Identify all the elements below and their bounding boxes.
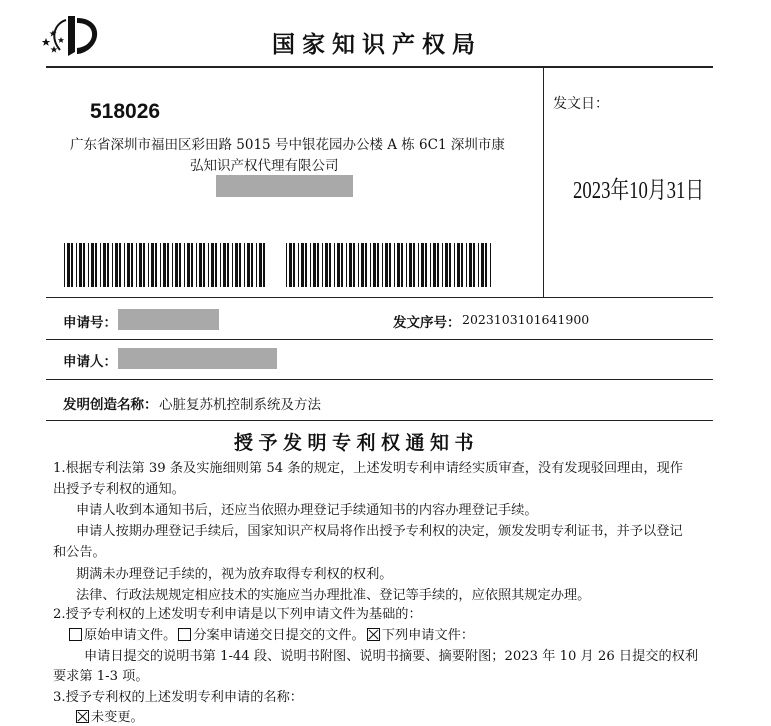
invention-name-value: 心脏复苏机控制系统及方法 <box>159 397 321 413</box>
name-change-option <box>76 709 144 726</box>
barcode-left <box>64 243 265 287</box>
barcode-bar <box>377 243 379 287</box>
checkbox-following-files[interactable] <box>367 628 380 641</box>
option-unchanged: 未变更。 <box>91 710 144 725</box>
dispatch-serial-label: 发文序号： <box>393 315 461 330</box>
barcode-bar <box>341 243 343 287</box>
paragraph-1-sentence-1: 申请人收到本通知书后，还应当依照办理登记手续通知书的内容办理登记手续。 <box>76 503 538 518</box>
cnipa-logo <box>40 12 102 58</box>
barcode-bar <box>454 243 455 287</box>
barcode-bar <box>131 243 133 287</box>
barcode-bar <box>124 243 125 287</box>
barcode-bar <box>163 243 166 287</box>
barcode-bar <box>187 243 190 287</box>
barcode-bar <box>151 243 154 287</box>
barcode-bar <box>223 243 226 287</box>
paragraph-1-sentence-3: 期满未办理登记手续的，视为放弃取得专利权的权利。 <box>76 567 393 582</box>
dispatch-date-label: 发文日： <box>553 96 609 112</box>
barcode-bar <box>115 243 118 287</box>
barcode-bar <box>389 243 391 287</box>
barcode-bar <box>107 243 109 287</box>
barcode-bar <box>317 243 319 287</box>
dispatch-date-stamp: 2023年10月31日 <box>573 178 705 204</box>
barcode-bar <box>325 243 328 287</box>
barcode-bar <box>71 243 73 287</box>
barcode-bar <box>227 243 229 287</box>
row-rule-1 <box>46 339 713 340</box>
barcode-bar <box>88 243 89 287</box>
barcode-bar <box>263 243 265 287</box>
paragraph-1-line-2: 出授予专利权的通知。 <box>53 482 185 497</box>
dispatch-serial-value: 2023103101641900 <box>462 312 590 327</box>
barcode-bar <box>256 243 257 287</box>
barcode-bar <box>433 243 436 287</box>
option-divisional-files: 分案申请递交日提交的文件。 <box>193 628 365 643</box>
barcode-bar <box>401 243 403 287</box>
barcode-bar <box>179 243 181 287</box>
barcode-bar <box>191 243 193 287</box>
barcode-bar <box>337 243 340 287</box>
paragraph-1-sentence-2-line-1: 申请人按期办理登记手续后，国家知识产权局将作出授予专利权的决定，颁发发明专利证书，并予以登记 <box>76 524 683 539</box>
paragraph-2-heading: 2.授予专利权的上述发明专利申请是以下列申请文件为基础的： <box>53 607 422 622</box>
barcode-bar <box>100 243 101 287</box>
address-line-2: 弘知识产权代理有限公司 <box>190 158 339 174</box>
barcode-bar <box>208 243 209 287</box>
barcode-bar <box>421 243 424 287</box>
barcode-bar <box>353 243 355 287</box>
barcode-bar <box>361 243 364 287</box>
checkbox-unchanged[interactable] <box>76 710 89 723</box>
barcode-bar <box>322 243 323 287</box>
application-no-label: 申请号： <box>63 315 117 330</box>
barcode-bar <box>461 243 463 287</box>
barcode-bar <box>103 243 106 287</box>
barcode-bar <box>127 243 130 287</box>
postcode: 518026 <box>90 100 161 123</box>
redacted-recipient-name <box>216 175 353 197</box>
option-following-files: 下列申请文件： <box>381 628 475 643</box>
row-rule-3 <box>46 420 713 421</box>
applicant-label: 申请人： <box>63 354 117 369</box>
barcode-bar <box>167 243 169 287</box>
barcode-bar <box>329 243 331 287</box>
paragraph-1-sentence-4: 法律、行政法规规定相应技术的实施应当办理批准、登记等手续的，应依照其规定办理。 <box>76 588 591 603</box>
row-rule-2 <box>46 379 713 380</box>
barcode-bar <box>184 243 185 287</box>
barcode-bar <box>232 243 233 287</box>
barcode-bar <box>409 243 412 287</box>
barcode-bar <box>64 243 65 287</box>
barcode-bar <box>235 243 238 287</box>
barcode-bar <box>437 243 439 287</box>
barcode-bar <box>313 243 316 287</box>
barcode-bar <box>211 243 214 287</box>
barcode-bar <box>95 243 97 287</box>
barcode-bar <box>358 243 359 287</box>
barcode-bar <box>119 243 121 287</box>
barcode-bar <box>289 243 292 287</box>
barcode-bar <box>172 243 173 287</box>
file-basis-options <box>69 627 474 644</box>
barcode-bar <box>413 243 415 287</box>
barcode-bar <box>365 243 367 287</box>
notice-title: 授予发明专利权通知书 <box>234 432 480 454</box>
barcodes <box>64 243 494 287</box>
barcode-bar <box>298 243 299 287</box>
barcode-bar <box>481 243 484 287</box>
barcode-bar <box>175 243 178 287</box>
office-name: 国家知识产权局 <box>272 31 482 58</box>
barcode-bar <box>394 243 395 287</box>
barcode-right <box>286 243 491 287</box>
checkbox-divisional-files[interactable] <box>178 628 191 641</box>
header-rule <box>46 66 713 68</box>
barcode-bar <box>473 243 475 287</box>
barcode-bar <box>83 243 85 287</box>
date-column-divider <box>543 67 544 297</box>
barcode-bar <box>406 243 407 287</box>
barcode-bar <box>247 243 250 287</box>
barcode-bar <box>112 243 113 287</box>
barcode-bar <box>305 243 307 287</box>
barcode-bar <box>76 243 77 287</box>
barcode-bar <box>79 243 82 287</box>
barcode-bar <box>485 243 487 287</box>
barcode-bar <box>259 243 262 287</box>
barcode-bar <box>220 243 221 287</box>
barcode-bar <box>445 243 448 287</box>
barcode-bar <box>449 243 451 287</box>
paragraph-3-heading: 3.授予专利权的上述发明专利申请的名称： <box>53 690 303 705</box>
barcode-bar <box>136 243 137 287</box>
checkbox-original-files[interactable] <box>69 628 82 641</box>
barcode-bar <box>196 243 197 287</box>
barcode-bar <box>199 243 202 287</box>
barcode-bar <box>301 243 304 287</box>
barcode-bar <box>239 243 241 287</box>
barcode-bar <box>425 243 427 287</box>
paragraph-1-line-1: 1.根据专利法第 39 条及实施细则第 54 条的规定，上述发明专利申请经实质审查，没有发现驳回理由，现作 <box>53 461 683 476</box>
address-line-1: 广东省深圳市福田区彩田路 5015 号中银花园办公楼 A 栋 6C1 深圳市康 <box>70 137 505 153</box>
barcode-bar <box>334 243 335 287</box>
barcode-bar <box>466 243 467 287</box>
barcode-bar <box>251 243 253 287</box>
barcode-bar <box>293 243 295 287</box>
option-original-files: 原始申请文件。 <box>84 628 177 643</box>
barcode-bar <box>349 243 352 287</box>
barcode-bar <box>382 243 383 287</box>
barcode-bar <box>310 243 311 287</box>
barcode-bar <box>346 243 347 287</box>
star-icon <box>42 30 64 53</box>
redacted-applicant <box>118 348 277 369</box>
paragraph-2-detail-line-2: 要求第 1-3 项。 <box>53 669 149 684</box>
redacted-application-no <box>118 309 219 330</box>
paragraph-1-sentence-2-line-2: 和公告。 <box>53 545 106 560</box>
barcode-bar <box>442 243 443 287</box>
barcode-bar <box>143 243 145 287</box>
barcode-bar <box>418 243 419 287</box>
barcode-bar <box>286 243 287 287</box>
barcode-bar <box>148 243 149 287</box>
paragraph-2-detail-line-1: 申请日提交的说明书第 1-44 段、说明书附图、说明书摘要、摘要附图；2023 年 10 月 26 日提交的权利 <box>84 649 699 664</box>
barcode-bar <box>430 243 431 287</box>
barcode-bar <box>373 243 376 287</box>
barcode-bar <box>215 243 217 287</box>
barcode-bar <box>244 243 245 287</box>
barcode-bar <box>478 243 479 287</box>
barcode-bar <box>457 243 460 287</box>
barcode-bar <box>469 243 472 287</box>
barcode-bar <box>385 243 388 287</box>
barcode-bar <box>160 243 161 287</box>
barcode-bar <box>155 243 157 287</box>
address-block-rule <box>46 297 713 298</box>
barcode-bar <box>139 243 142 287</box>
barcode-bar <box>67 243 70 287</box>
barcode-bar <box>397 243 400 287</box>
barcode-bar <box>91 243 94 287</box>
barcode-bar <box>203 243 205 287</box>
barcode-bar <box>490 243 491 287</box>
barcode-bar <box>370 243 371 287</box>
invention-name-label: 发明创造名称： <box>63 397 158 412</box>
